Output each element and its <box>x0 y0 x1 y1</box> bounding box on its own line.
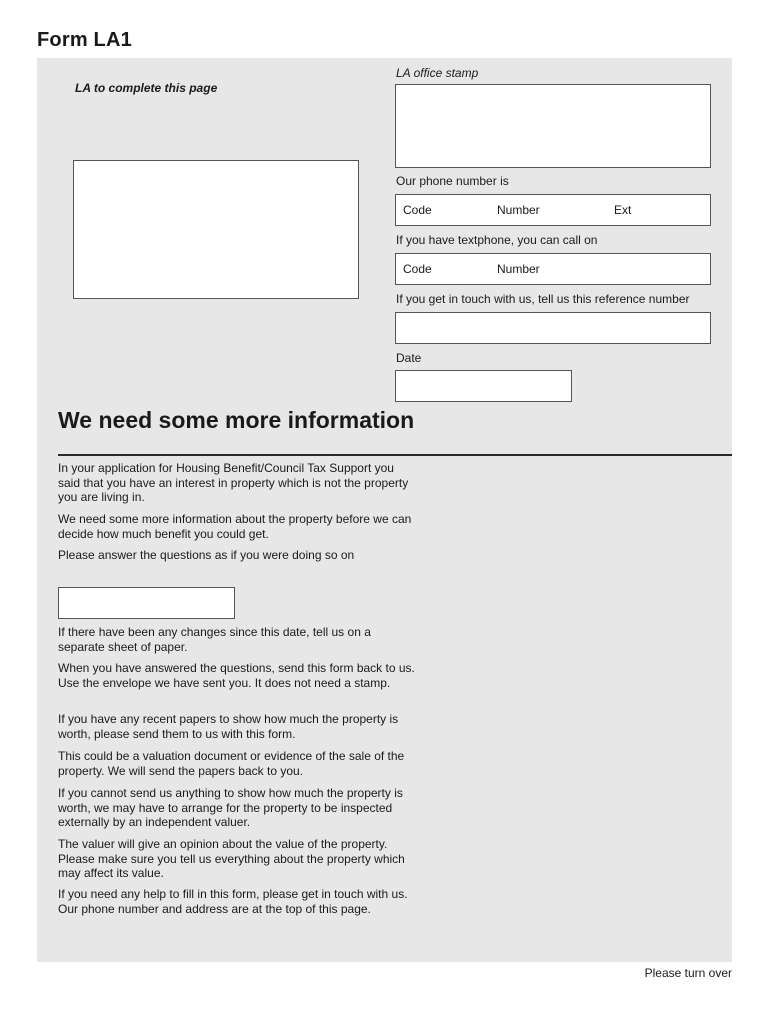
textphone-code-label: Code <box>403 262 432 276</box>
paragraph: If you have any recent papers to show how much the property is worth, please send them to us with this form. <box>58 712 399 741</box>
office-stamp-label: LA office stamp <box>396 66 479 80</box>
textphone-label: If you have textphone, you can call on <box>396 233 598 247</box>
office-stamp-box[interactable] <box>395 84 711 168</box>
textphone-field[interactable] <box>395 253 711 285</box>
phone-code-label: Code <box>403 203 432 217</box>
form-title: Form LA1 <box>37 29 132 51</box>
paragraph: The valuer will give an opinion about the value of the property. Please make sure you tell us everything about the property which may affect its value. <box>58 837 405 880</box>
paragraph: When you have answered the questions, send this form back to us. Use the envelope we have sent you. It does not need a stamp. <box>58 661 415 690</box>
paragraph: In your application for Housing Benefit/Council Tax Support you said that you have an interest in property which is not the property you are living in. <box>58 461 409 504</box>
phone-label: Our phone number is <box>396 174 509 188</box>
paragraph: Please answer the questions as if you were doing so on <box>58 548 355 562</box>
la-complete-note: LA to complete this page <box>75 81 218 95</box>
address-box[interactable] <box>73 160 359 299</box>
paragraph: If you need any help to fill in this form, please get in touch with us. Our phone number and address are at the top of this page. <box>58 887 408 916</box>
reference-number-field[interactable] <box>395 312 711 344</box>
date-field[interactable] <box>395 370 572 402</box>
please-turn-over: Please turn over <box>644 966 732 980</box>
paragraph: We need some more information about the property before we can decide how much benefit you could get. <box>58 512 412 541</box>
paragraph: This could be a valuation document or evidence of the sale of the property. We will send the papers back to you. <box>58 749 405 778</box>
assessment-date-field[interactable] <box>58 587 235 619</box>
phone-number-label: Number <box>497 203 540 217</box>
reference-label: If you get in touch with us, tell us this reference number <box>396 292 690 306</box>
phone-ext-label: Ext <box>614 203 632 217</box>
section-heading: We need some more information <box>58 407 415 433</box>
phone-field[interactable] <box>395 194 711 226</box>
textphone-number-label: Number <box>497 262 540 276</box>
paragraph: If you cannot send us anything to show how much the property is worth, we may have to arrange for the property to be inspected externally by an independent valuer. <box>58 786 403 829</box>
date-label: Date <box>396 351 422 365</box>
paragraph: If there have been any changes since this date, tell us on a separate sheet of paper. <box>58 625 371 654</box>
heading-divider <box>58 454 732 456</box>
